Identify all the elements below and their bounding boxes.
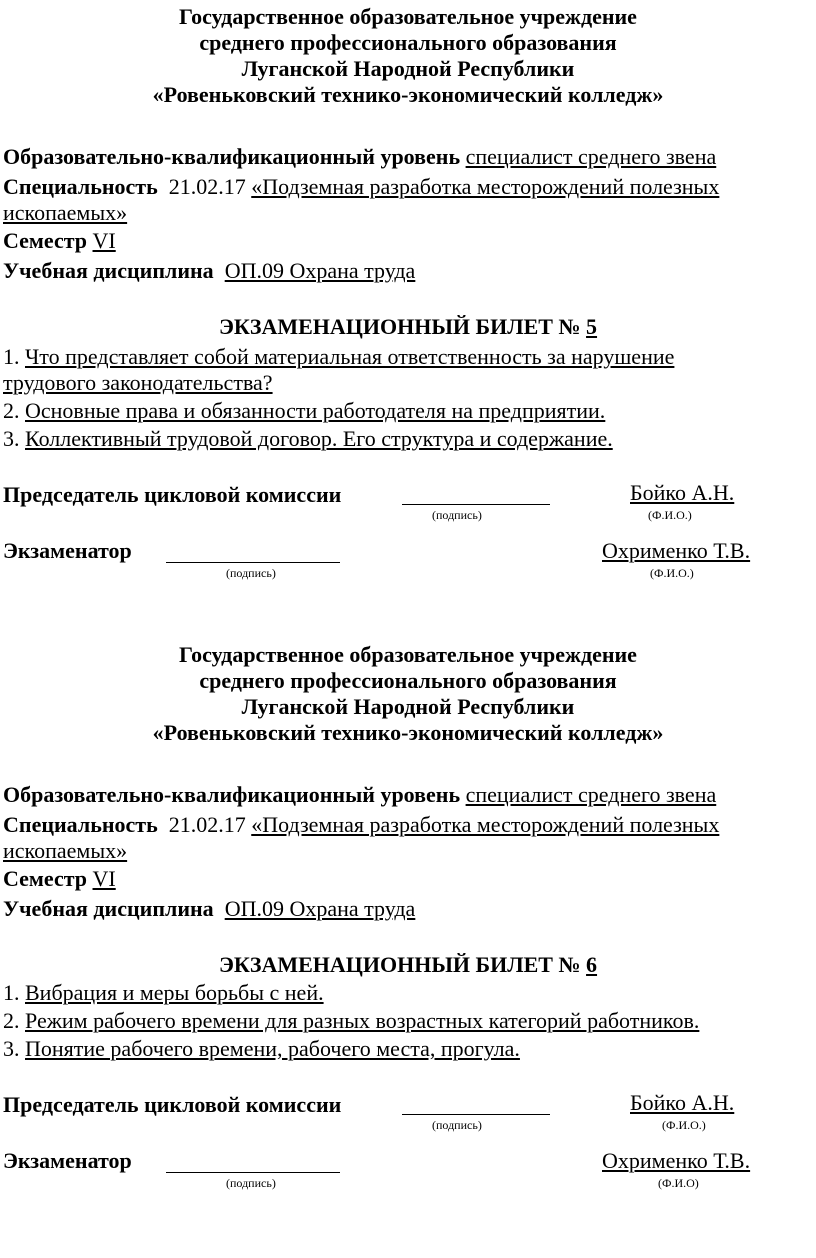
semester-row [3, 866, 116, 892]
ticket-number: 6 [586, 952, 598, 977]
discipline-label: Учебная дисциплина [3, 896, 214, 921]
discipline-row [3, 896, 415, 922]
specialty-code: 21.02.17 [168, 174, 246, 199]
specialty-name-cont: ископаемых» [3, 838, 128, 863]
question-2 [3, 398, 605, 424]
discipline-row [3, 258, 415, 284]
fio-caption: (Ф.И.О.) [650, 566, 694, 580]
specialty-row [3, 812, 719, 838]
level-value: специалист среднего звена [465, 144, 717, 169]
chair-label: Председатель цикловой комиссии [3, 1092, 342, 1117]
level-label: Образовательно-квалификационный уровень [3, 782, 461, 807]
specialty-code: 21.02.17 [168, 812, 246, 837]
specialty-row-cont [3, 838, 127, 864]
examiner-label: Экзаменатор [3, 538, 132, 563]
ticket-title [0, 952, 816, 978]
question-1-cont [3, 370, 273, 396]
signature-caption: (подпись) [226, 1176, 276, 1190]
level-value: специалист среднего звена [465, 782, 717, 807]
signature-caption: (подпись) [226, 566, 276, 580]
signature-caption: (подпись) [432, 1118, 482, 1132]
header-line: Луганской Народной Республики [241, 56, 575, 81]
header-line: среднего профессионального образования [199, 30, 617, 55]
question-text: Режим рабочего времени для разных возрастных категорий работников. [25, 1008, 700, 1033]
discipline-value: ОП.09 Охрана труда [224, 258, 416, 283]
question-number: 1. [3, 980, 20, 1005]
ticket-number: 5 [586, 314, 598, 339]
examiner-signature-line [166, 1172, 340, 1173]
question-text: Понятие рабочего времени, рабочего места, прогула. [25, 1036, 520, 1061]
header-line: «Ровеньковский технико-экономический колледж» [152, 82, 664, 107]
qualification-level-row [3, 144, 716, 170]
examiner-signature-line [166, 562, 340, 563]
header-line: Государственное образовательное учреждение [179, 4, 637, 29]
chair-name: Бойко А.Н. [630, 1090, 735, 1115]
ticket-title-text: ЭКЗАМЕНАЦИОННЫЙ БИЛЕТ № [218, 952, 581, 977]
question-3 [3, 426, 613, 452]
chair-signature-line [402, 504, 550, 505]
specialty-label: Специальность [3, 174, 158, 199]
header-line: среднего профессионального образования [199, 668, 617, 693]
question-number: 2. [3, 398, 20, 423]
question-3 [3, 1036, 520, 1062]
semester-value: VI [92, 228, 116, 253]
question-2 [3, 1008, 699, 1034]
question-text: Основные права и обязанности работодателя на предприятии. [25, 398, 606, 423]
semester-label: Семестр [3, 228, 88, 253]
semester-row [3, 228, 116, 254]
institution-header [0, 642, 816, 746]
header-line: «Ровеньковский технико-экономический колледж» [152, 720, 664, 745]
specialty-label: Специальность [3, 812, 158, 837]
question-number: 3. [3, 1036, 20, 1061]
question-1 [3, 980, 324, 1006]
question-number: 3. [3, 426, 20, 451]
signature-caption: (подпись) [432, 508, 482, 522]
specialty-name: «Подземная разработка месторождений полезных [251, 174, 720, 199]
fio-caption: (Ф.И.О) [658, 1176, 699, 1190]
chair-signature-line [402, 1114, 550, 1115]
fio-caption: (Ф.И.О.) [648, 508, 692, 522]
semester-value: VI [92, 866, 116, 891]
discipline-label: Учебная дисциплина [3, 258, 214, 283]
specialty-row [3, 174, 719, 200]
question-number: 2. [3, 1008, 20, 1033]
fio-caption: (Ф.И.О.) [662, 1118, 706, 1132]
institution-header [0, 4, 816, 108]
question-text: Вибрация и меры борьбы с ней. [25, 980, 324, 1005]
question-text: Коллективный трудовой договор. Его структура и содержание. [25, 426, 613, 451]
semester-label: Семестр [3, 866, 88, 891]
discipline-value: ОП.09 Охрана труда [224, 896, 416, 921]
specialty-row-cont [3, 200, 127, 226]
question-text-cont: трудового законодательства? [3, 370, 273, 395]
header-line: Государственное образовательное учреждение [179, 642, 637, 667]
specialty-name: «Подземная разработка месторождений полезных [251, 812, 720, 837]
question-1 [3, 344, 674, 370]
qualification-level-row [3, 782, 716, 808]
examiner-name: Охрименко Т.В. [602, 1148, 751, 1173]
examiner-name: Охрименко Т.В. [602, 538, 751, 563]
ticket-title [0, 314, 816, 340]
ticket-title-text: ЭКЗАМЕНАЦИОННЫЙ БИЛЕТ № [218, 314, 581, 339]
specialty-name-cont: ископаемых» [3, 200, 128, 225]
question-number: 1. [3, 344, 20, 369]
chair-name: Бойко А.Н. [630, 480, 735, 505]
level-label: Образовательно-квалификационный уровень [3, 144, 461, 169]
chair-label: Председатель цикловой комиссии [3, 482, 342, 507]
question-text: Что представляет собой материальная ответственность за нарушение [25, 344, 675, 369]
header-line: Луганской Народной Республики [241, 694, 575, 719]
examiner-label: Экзаменатор [3, 1148, 132, 1173]
